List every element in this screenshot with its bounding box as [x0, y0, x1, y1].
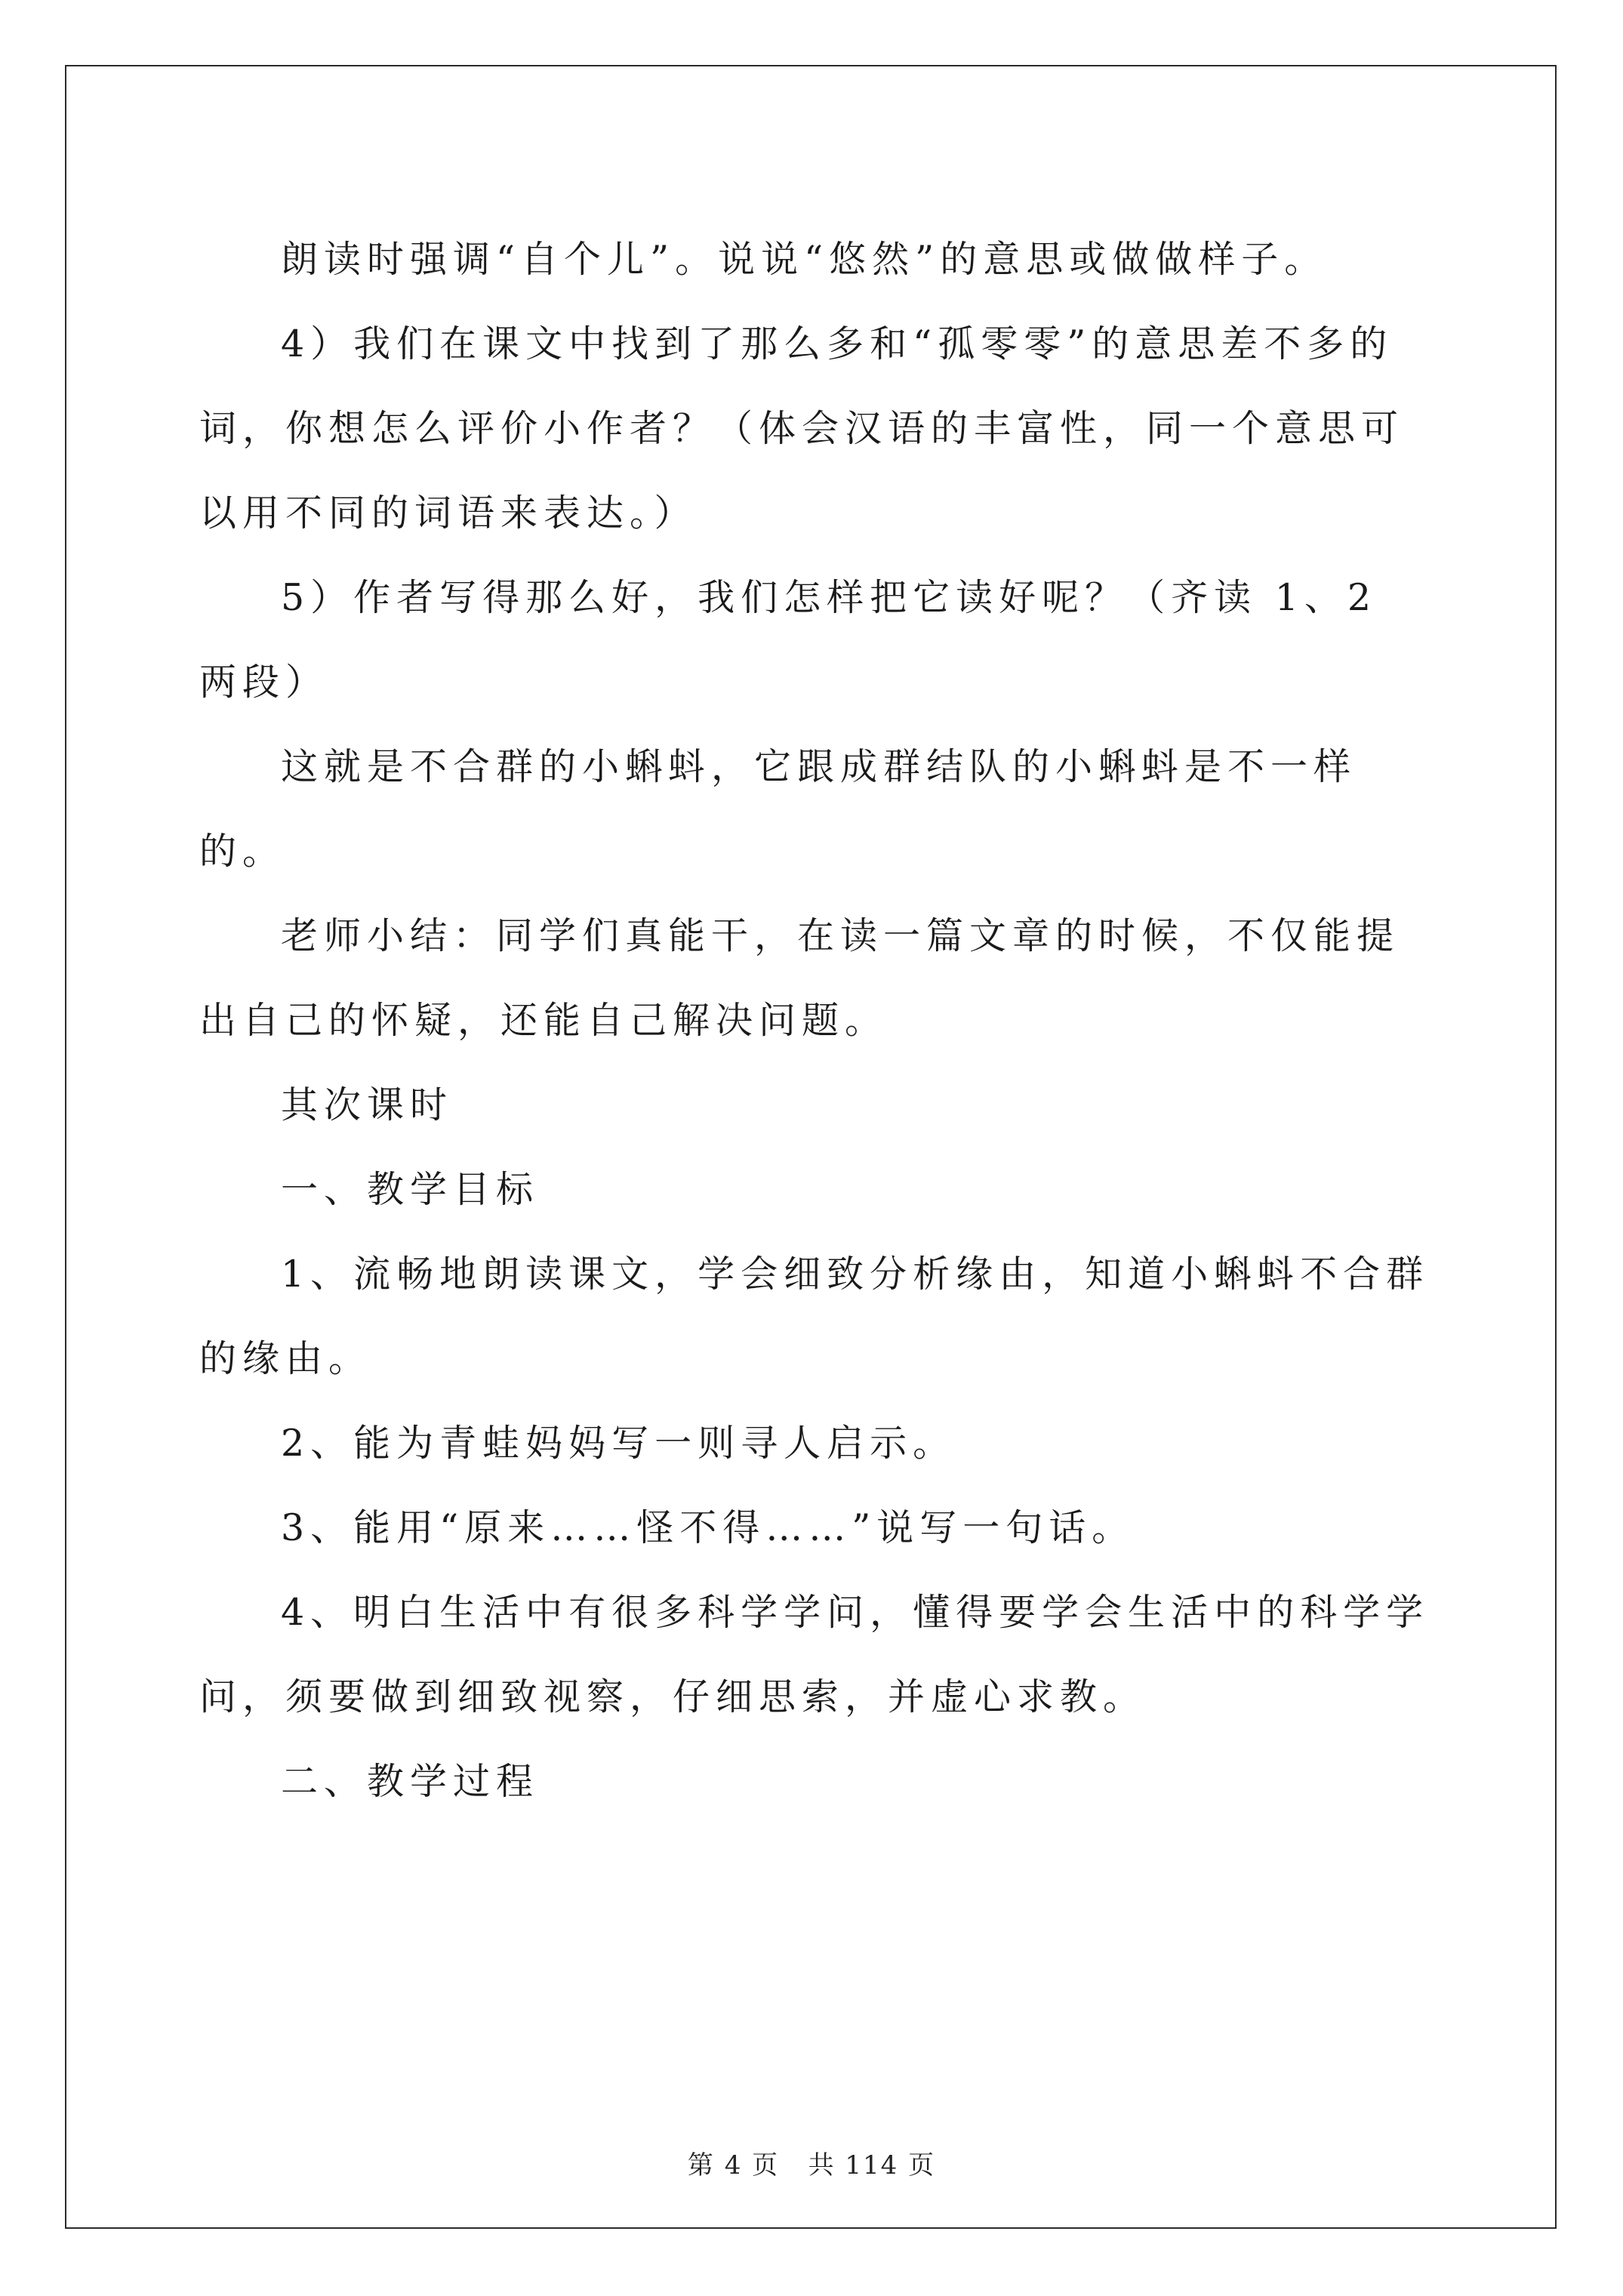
paragraph: 2、能为青蛙妈妈写一则寻人启示。 — [281, 1422, 956, 1465]
page-total: 共 114 页 — [808, 2150, 936, 2180]
paragraph: 朗读时强调“自个儿”。说说“悠然”的意思或做做样子。 — [281, 238, 1328, 281]
paragraph: 1、流畅地朗读课文，学会细致分析缘由，知道小蝌蚪不合群的缘由。 — [199, 1253, 1430, 1380]
section-heading: 一、教学目标 — [281, 1168, 540, 1211]
section-heading: 二、教学过程 — [281, 1760, 540, 1803]
paragraph: 4、明白生活中有很多科学学问，懂得要学会生活中的科学学问，须要做到细致视察，仔细思索，并虚心求教。 — [199, 1591, 1430, 1718]
paragraph: 3、能用“原来……怪不得……”说写一句话。 — [281, 1506, 1135, 1549]
paragraph: 4）我们在课文中找到了那么多和“孤零零”的意思差不多的词，你想怎么评价小作者？（体会汉语的丰富性，同一个意思可以用不同的词语来表达。） — [199, 322, 1405, 535]
page-number: 第 4 页 — [687, 2150, 780, 2180]
page-footer — [0, 2144, 1623, 2181]
paragraph: 5）作者写得那么好，我们怎样把它读好呢？（齐读 1、2 两段） — [199, 576, 1378, 704]
section-heading: 其次课时 — [281, 1083, 454, 1126]
paragraph: 老师小结：同学们真能干，在读一篇文章的时候，不仅能提出自己的怀疑，还能自己解决问题。 — [199, 914, 1400, 1042]
document-body — [199, 217, 1437, 1824]
paragraph: 这就是不合群的小蝌蚪，它跟成群结队的小蝌蚪是不一样的。 — [199, 745, 1357, 873]
